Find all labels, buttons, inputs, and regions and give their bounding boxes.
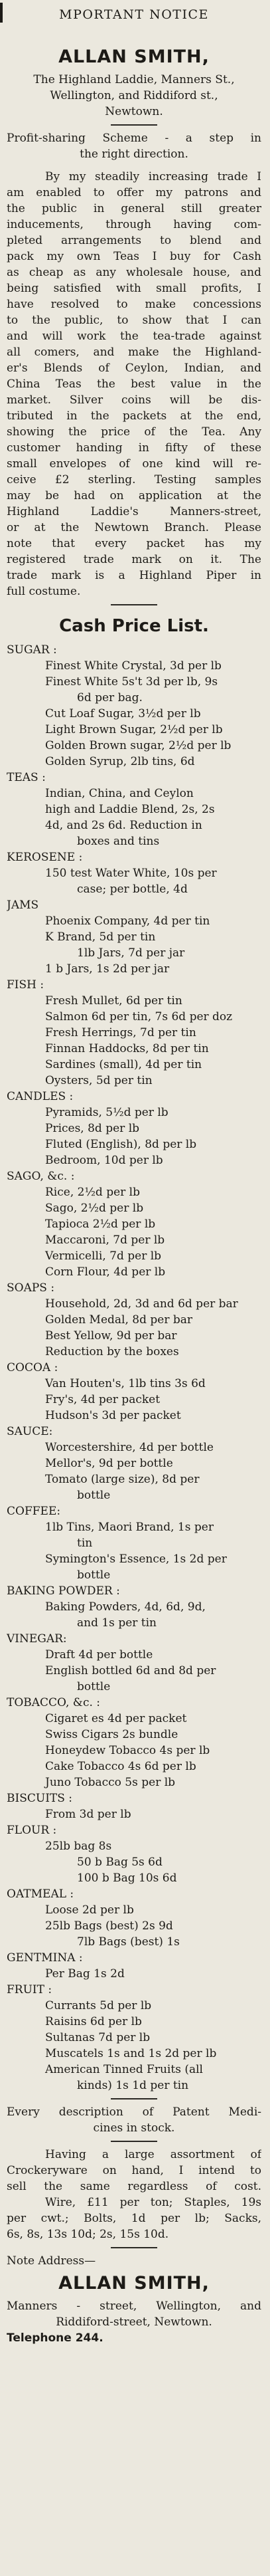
- patent-medicines-notice: [7, 2104, 261, 2136]
- price-item: Cut Loaf Sugar, 3½d per lb: [45, 707, 201, 720]
- price-item: 1lb Tins, Maori Brand, 1s per: [45, 1521, 214, 1534]
- price-item: Rice, 2½d per lb: [45, 1186, 140, 1199]
- body-line: Highland Laddie's Manners-street,: [7, 505, 261, 518]
- price-item: Light Brown Sugar, 2½d per lb: [45, 723, 223, 736]
- body-line: pack my own Teas I buy for Cash: [7, 250, 261, 263]
- section-heading: SUGAR :: [7, 643, 57, 657]
- section-heading: COCOA :: [7, 1361, 58, 1374]
- price-item: Fry's, 4d per packet: [45, 1393, 161, 1406]
- price-item: 100 b Bag 10s 6d: [77, 1872, 177, 1885]
- price-item: Golden Medal, 8d per bar: [45, 1313, 192, 1327]
- section-heading: COFFEE:: [7, 1505, 61, 1518]
- address-line: Riddiford-street, Newtown.: [56, 2315, 212, 2329]
- price-item: Sago, 2½d per lb: [45, 1202, 144, 1215]
- price-item: Per Bag 1s 2d: [45, 1967, 125, 1981]
- price-item: Hudson's 3d per packet: [45, 1409, 181, 1422]
- price-item: Indian, China, and Ceylon: [45, 787, 194, 800]
- price-item: Raisins 6d per lb: [45, 2015, 142, 2028]
- body-line: pleted arrangements to blend and: [7, 234, 261, 247]
- notice-header: [7, 0, 261, 43]
- body-line: have resolved to make concessions: [7, 298, 261, 311]
- price-item: kinds) 1s 1d per tin: [77, 2079, 189, 2092]
- price-item: Prices, 8d per lb: [45, 1122, 140, 1135]
- price-item: Worcestershire, 4d per bottle: [45, 1441, 214, 1454]
- price-section: [7, 1089, 261, 1168]
- intro-line: Profit-sharing Scheme - a step in: [7, 132, 261, 145]
- price-section: [7, 1360, 261, 1424]
- price-item: high and Laddie Blend, 2s, 2s: [45, 803, 215, 816]
- body-line: being satisfied with small profits, I: [7, 282, 261, 295]
- price-item: Cigaret es 4d per packet: [45, 1712, 187, 1725]
- price-item: Sultanas 7d per lb: [45, 2031, 151, 2044]
- body-text: [7, 169, 261, 599]
- price-section: [7, 1950, 261, 1982]
- body-line: inducements, through having com-: [7, 218, 261, 231]
- price-item: Reduction by the boxes: [45, 1345, 179, 1358]
- price-item: Fresh Mullet, 6d per tin: [45, 994, 182, 1008]
- price-item: Baking Powders, 4d, 6d, 9d,: [45, 1600, 206, 1614]
- body-line: ceive £2 sterling. Testing samples: [7, 473, 261, 486]
- body-line: tributed in the packets at the end,: [7, 409, 261, 423]
- price-section: [7, 1503, 261, 1583]
- section-heading: SOAPS :: [7, 1281, 55, 1295]
- notice-line: Crockeryware on hand, I intend to: [7, 2164, 261, 2177]
- price-item: tin: [77, 1537, 93, 1550]
- price-item: Finnan Haddocks, 8d per tin: [45, 1042, 209, 1055]
- price-item: bottle: [77, 1680, 111, 1693]
- body-line: or at the Newtown Branch. Please: [7, 521, 261, 534]
- section-heading: FISH :: [7, 978, 44, 992]
- price-section: [7, 1631, 261, 1695]
- section-heading: SAUCE:: [7, 1425, 53, 1438]
- section-heading: OATMEAL :: [7, 1887, 74, 1901]
- price-item: American Tinned Fruits (all: [45, 2063, 203, 2076]
- address-line: Newtown.: [105, 105, 163, 118]
- body-line: all comers, and make the Highland-: [7, 346, 261, 359]
- body-line: registered trade mark on it. The: [7, 553, 261, 566]
- price-item: Phoenix Company, 4d per tin: [45, 914, 210, 928]
- firm-name-top: ALLAN SMITH,: [58, 47, 210, 67]
- price-item: Tomato (large size), 8d per: [45, 1473, 200, 1486]
- price-section: [7, 642, 261, 770]
- price-item: Corn Flour, 4d per lb: [45, 1265, 166, 1279]
- notice-line: per cwt.; Bolts, 1d per lb; Sacks,: [7, 2212, 261, 2225]
- price-item: Golden Brown sugar, 2½d per lb: [45, 739, 232, 752]
- intro: [7, 130, 261, 162]
- price-section: [7, 977, 261, 1089]
- section-heading: FLOUR :: [7, 1824, 57, 1837]
- price-item: English bottled 6d and 8d per: [45, 1664, 216, 1677]
- firm-name-bottom: ALLAN SMITH,: [58, 2273, 210, 2294]
- divider: [111, 2098, 157, 2099]
- body-line: note that every packet has my: [7, 537, 261, 550]
- crockery-notice: [7, 2147, 261, 2242]
- price-item: boxes and tins: [77, 835, 160, 848]
- section-heading: CANDLES :: [7, 1090, 74, 1103]
- price-item: Currants 5d per lb: [45, 1999, 152, 2012]
- price-item: 25lb Bags (best) 2s 9d: [45, 1919, 173, 1933]
- price-item: 1 b Jars, 1s 2d per jar: [45, 962, 170, 976]
- body-line: may be had on application at the: [7, 489, 261, 502]
- price-item: Fresh Herrings, 7d per tin: [45, 1026, 196, 1039]
- price-item: 150 test Water White, 10s per: [45, 867, 217, 880]
- price-item: Symington's Essence, 1s 2d per: [45, 1553, 227, 1566]
- note-address-label: Note Address—: [7, 2254, 96, 2268]
- footer-address: [7, 2298, 261, 2330]
- price-section: [7, 1280, 261, 1360]
- notice-line: Wire, £11 per ton; Staples, 19s: [45, 2196, 261, 2209]
- divider: [111, 124, 157, 126]
- price-item: K Brand, 5d per tin: [45, 930, 156, 944]
- price-section: [7, 1790, 261, 1822]
- price-item: Muscatels 1s and 1s 2d per lb: [45, 2047, 217, 2060]
- body-line: and will work the tea-trade against: [7, 330, 261, 343]
- price-section: [7, 1583, 261, 1631]
- telephone: Telephone 244.: [7, 2331, 103, 2345]
- notice-heading: MPORTANT NOTICE: [59, 7, 209, 22]
- address-line: Wellington, and Riddiford st.,: [50, 89, 218, 102]
- price-item: Van Houten's, 1lb tins 3s 6d: [45, 1377, 206, 1390]
- body-line: er's Blends of Ceylon, Indian, and: [7, 362, 261, 375]
- price-list-title: Cash Price List.: [59, 616, 209, 636]
- notice-line: sell the same regardless of cost.: [7, 2180, 261, 2193]
- price-item: Household, 2d, 3d and 6d per bar: [45, 1297, 238, 1311]
- section-heading: BISCUITS :: [7, 1792, 73, 1805]
- price-item: Finest White Crystal, 3d per lb: [45, 659, 222, 673]
- body-line: to the public, to show that I can: [7, 314, 261, 327]
- price-item: Oysters, 5d per tin: [45, 1074, 153, 1087]
- section-heading: FRUIT :: [7, 1983, 52, 1996]
- section-heading: KEROSENE :: [7, 851, 83, 864]
- price-item: bottle: [77, 1489, 111, 1502]
- body-line: China Teas the best value in the: [7, 377, 261, 391]
- price-item: Mellor's, 9d per bottle: [45, 1457, 173, 1470]
- divider: [111, 604, 157, 605]
- price-item: Loose 2d per lb: [45, 1903, 134, 1917]
- body-line: showing the price of the Tea. Any: [7, 425, 261, 439]
- price-item: Draft 4d per bottle: [45, 1648, 153, 1662]
- notice-line: Every description of Patent Medi-: [7, 2105, 261, 2119]
- price-section: [7, 1424, 261, 1503]
- price-item: Finest White 5s't 3d per lb, 9s: [45, 675, 218, 689]
- price-item: 7lb Bags (best) 1s: [77, 1935, 180, 1949]
- section-heading: VINEGAR:: [7, 1632, 67, 1646]
- price-item: Bedroom, 10d per lb: [45, 1154, 163, 1167]
- body-line: By my steadily increasing trade I: [45, 170, 261, 183]
- notice-line: 6s, 8s, 13s 10d; 2s, 15s 10d.: [7, 2228, 169, 2241]
- price-item: Salmon 6d per tin, 7s 6d per doz: [45, 1010, 233, 1023]
- body-line: full costume.: [7, 585, 81, 598]
- price-item: Juno Tobacco 5s per lb: [45, 1776, 176, 1789]
- section-heading: SAGO, &c. :: [7, 1170, 75, 1183]
- body-line: customer handing in fifty of these: [7, 441, 261, 455]
- address-line: The Highland Laddie, Manners St.,: [33, 73, 235, 86]
- divider: [111, 2141, 157, 2142]
- price-section: [7, 1695, 261, 1790]
- price-item: 25lb bag 8s: [45, 1840, 112, 1853]
- price-item: Fluted (English), 8d per lb: [45, 1138, 197, 1151]
- price-item: Maccaroni, 7d per lb: [45, 1234, 165, 1247]
- body-line: am enabled to offer my patrons and: [7, 186, 261, 199]
- price-item: 6d per bag.: [77, 691, 143, 704]
- price-section: [7, 1822, 261, 1886]
- price-section: [7, 770, 261, 849]
- price-list: [7, 642, 261, 2093]
- notice-line: Having a large assortment of: [45, 2148, 261, 2161]
- price-item: 50 b Bag 5s 6d: [77, 1856, 163, 1869]
- address-line: Manners - street, Wellington, and: [7, 2300, 261, 2313]
- price-item: Sardines (small), 4d per tin: [45, 1058, 202, 1071]
- body-line: small envelopes of one kind will re-: [7, 457, 261, 471]
- section-heading: TEAS :: [7, 771, 46, 784]
- price-item: and 1s per tin: [77, 1616, 157, 1630]
- price-item: 4d, and 2s 6d. Reduction in: [45, 819, 202, 832]
- section-heading: GENTMINA :: [7, 1951, 83, 1965]
- section-heading: TOBACCO, &c. :: [7, 1696, 100, 1709]
- price-item: bottle: [77, 1568, 111, 1582]
- body-line: market. Silver coins will be dis-: [7, 393, 261, 407]
- notice-line: cines in stock.: [93, 2121, 175, 2135]
- advertisement: [7, 0, 261, 2346]
- price-item: Vermicelli, 7d per lb: [45, 1249, 162, 1263]
- section-heading: JAMS: [7, 899, 39, 912]
- price-item: Swiss Cigars 2s bundle: [45, 1728, 178, 1741]
- divider: [111, 2247, 157, 2248]
- body-line: trade mark is a Highland Piper in: [7, 569, 261, 582]
- price-item: Best Yellow, 9d per bar: [45, 1329, 177, 1342]
- price-item: 1lb Jars, 7d per jar: [77, 946, 185, 960]
- price-section: [7, 1168, 261, 1280]
- header-address: [7, 72, 261, 120]
- price-section: [7, 849, 261, 897]
- price-item: case; per bottle, 4d: [77, 883, 188, 896]
- price-item: Golden Syrup, 2lb tins, 6d: [45, 755, 195, 768]
- column-left-border-mark: [0, 3, 3, 23]
- body-line: the public in general still greater: [7, 202, 261, 215]
- price-item: Pyramids, 5½d per lb: [45, 1106, 169, 1119]
- price-section: [7, 897, 261, 977]
- section-heading: BAKING POWDER :: [7, 1584, 120, 1598]
- price-item: Tapioca 2½d per lb: [45, 1218, 156, 1231]
- price-section: [7, 1982, 261, 2093]
- body-line: as cheap as any wholesale house, and: [7, 266, 261, 279]
- price-section: [7, 1886, 261, 1950]
- price-item: From 3d per lb: [45, 1808, 131, 1821]
- price-item: Honeydew Tobacco 4s per lb: [45, 1744, 210, 1757]
- price-item: Cake Tobacco 4s 6d per lb: [45, 1760, 196, 1773]
- intro-line: the right direction.: [80, 148, 188, 161]
